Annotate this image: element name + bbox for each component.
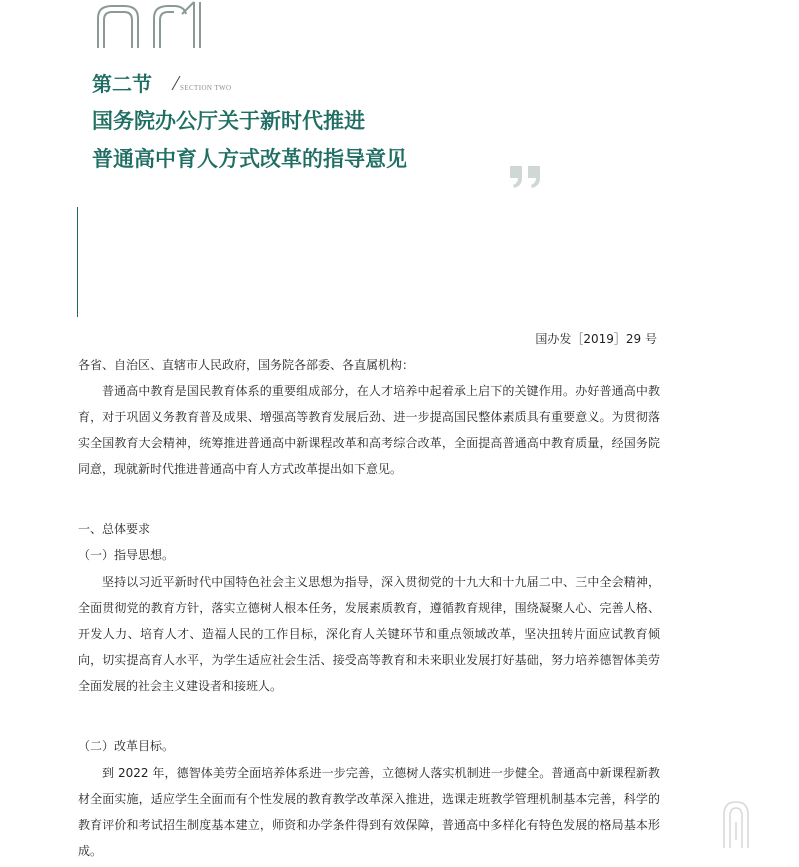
bookmark-arch-icon — [722, 800, 750, 850]
section-label-en: SECTION TWO — [180, 84, 232, 92]
heading-reform-goals: （二）改革目标。 — [78, 739, 175, 753]
heading-general-requirements: 一、总体要求 — [78, 522, 151, 536]
heading-guiding-ideology: （一）指导思想。 — [78, 548, 175, 562]
document-number: 国办发［2019］29 号 — [535, 332, 657, 346]
addressee: 各省、自治区、直辖市人民政府，国务院各部委、各直属机构： — [78, 358, 415, 372]
section-label: 第二节 — [92, 72, 152, 96]
guiding-ideology-paragraph: 坚持以习近平新时代中国特色社会主义思想为指导，深入贯彻党的十九大和十九届二中、三中全会精神，全面贯彻党的教育方针，落实立德树人根本任务，发展素质教育，遵循教育规律，围绕凝聚人心、完善人格、开发人力、培育人才、造福人民的工作目标，深化育人关键环节和重点领域改革，坚决扭转片面应试教育倾向，切实提高育人水平，为学生适应社会生活、接受高等教育和未来职业发展打好基础，努力培养德智体美劳全面发展的社会主义建设者和接班人。 — [78, 575, 660, 693]
reform-goals-paragraph: 到 2022 年，德智体美劳全面培养体系进一步完善，立德树人落实机制进一步健全。普通高中新课程新教材全面实施，适应学生全面而有个性发展的教育教学改革深入推进，选课走班教学管理机制基本完善，科学的教育评价和考试招生制度基本建立，师资和办学条件得到有效保障，普通高中多样化有特色发展的格局基本形成。 — [78, 766, 660, 858]
close-quote-icon — [508, 164, 544, 190]
accent-vertical-rule — [77, 207, 78, 317]
page-title-line-2: 普通高中育人方式改革的指导意见 — [92, 147, 407, 171]
intro-paragraph: 普通高中教育是国民教育体系的重要组成部分，在人才培养中起着承上启下的关键作用。办好普通高中教育，对于巩固义务教育普及成果、增强高等教育发展后劲、进一步提高国民整体素质具有重要意义。为贯彻落实全国教育大会精神，统筹推进普通高中新课程改革和高考综合改革，全面提高普通高中教育质量，经国务院同意，现就新时代推进普通高中育人方式改革提出如下意见。 — [78, 384, 660, 476]
section-number-outline-icon — [94, 0, 214, 58]
page-title-line-1: 国务院办公厅关于新时代推进 — [92, 109, 365, 133]
